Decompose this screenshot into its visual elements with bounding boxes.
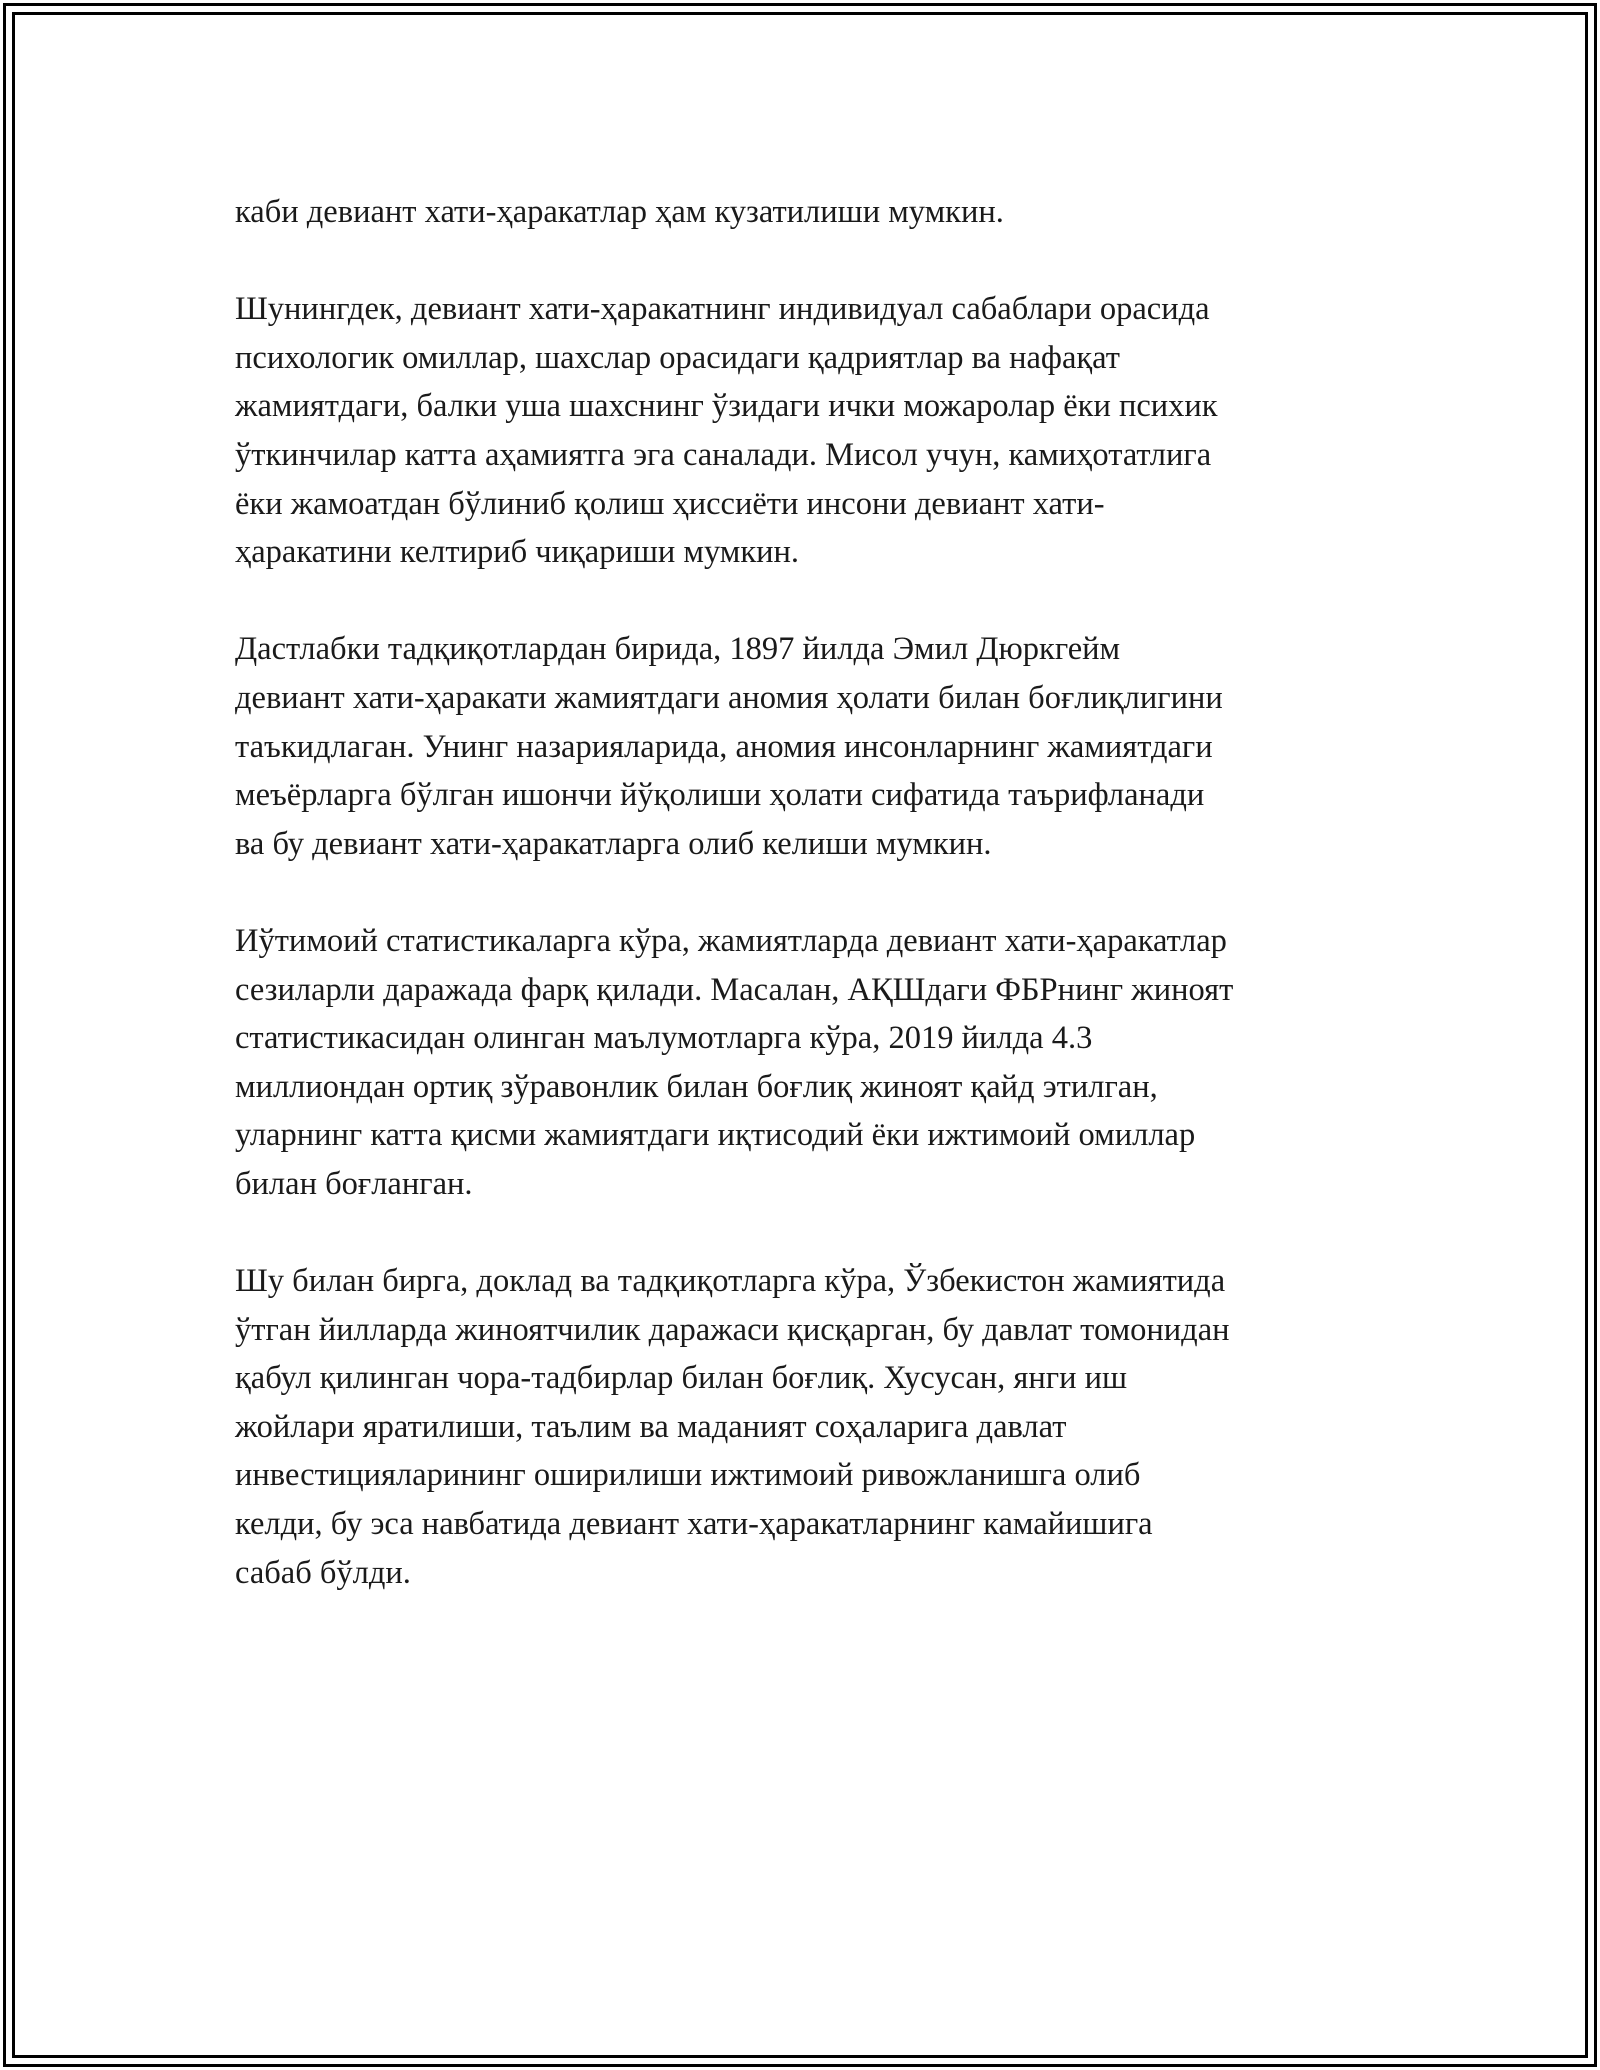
text-line: статистикасидан олинган маълумотларга кўра, 2019 йилда 4.3: [235, 1020, 1093, 1057]
text-line: психологик омиллар, шахслар орасидаги қадриятлар ва нафақат: [235, 339, 1120, 376]
paragraph: [235, 625, 1385, 868]
text-line: таъкидлаган. Унинг назарияларида, аномия инсонларнинг жамиятдаги: [235, 728, 1213, 765]
text-line: ўткинчилар катта аҳамиятга эга саналади. Мисол учун, камиҳотатлига: [235, 436, 1212, 473]
text-line: билан боғланган.: [235, 1165, 473, 1202]
text-line: келди, бу эса навбатида девиант хати-ҳаракатларнинг камайишига: [235, 1506, 1153, 1543]
text-line: ўтган йилларда жиноятчилик даражаси қисқарган, бу давлат томонидан: [235, 1311, 1230, 1348]
paragraph-gap: [235, 868, 1385, 917]
text-line: инвестицияларининг оширилиши ижтимоий ривожланишга олиб: [235, 1457, 1141, 1494]
text-line: уларнинг катта қисми жамиятдаги иқтисодий ёки ижтимоий омиллар: [235, 1117, 1196, 1154]
text-line: ва бу девиант хати-ҳаракатларга олиб келиши мумкин.: [235, 825, 992, 862]
text-line: ҳаракатини келтириб чиқариши мумкин.: [235, 534, 800, 571]
text-line: миллиондан ортиқ зўравонлик билан боғлиқ жиноят қайд этилган,: [235, 1068, 1158, 1105]
text-line: Шунингдек, девиант хати-ҳаракатнинг индивидуал сабаблари орасида: [235, 291, 1210, 328]
text-line: жамиятдаги, балки уша шахснинг ўзидаги ички можаролар ёки психик: [235, 388, 1218, 425]
text-line: Иўтимоий статистикаларга кўра, жамиятларда девиант хати-ҳаракатлар: [235, 922, 1227, 959]
text-line: қабул қилинган чора-тадбирлар билан боғлиқ. Хусусан, янги иш: [235, 1360, 1128, 1397]
paragraph-gap: [235, 1208, 1385, 1257]
paragraph-gap: [235, 237, 1385, 286]
text-line: сабаб бўлди.: [235, 1554, 411, 1591]
text-line: каби девиант хати-ҳаракатлар ҳам кузатилиши мумкин.: [235, 194, 1004, 230]
paragraph-gap: [235, 577, 1385, 626]
text-line: Шу билан бирга, доклад ва тадқиқотларга кўра, Ўзбекистон жамиятида: [235, 1263, 1226, 1300]
text-line: Дастлабки тадқиқотлардан бирида, 1897 йилда Эмил Дюркгейм: [235, 631, 1121, 668]
text-line: ёки жамоатдан бўлиниб қолиш ҳиссиёти инсони девиант хати-: [235, 485, 1105, 522]
paragraph: [235, 917, 1385, 1209]
document-body: [235, 188, 1385, 1597]
paragraph: [235, 285, 1385, 577]
text-line: жойлари яратилиши, таълим ва маданият соҳаларига давлат: [235, 1408, 1067, 1445]
text-line: меъёрларга бўлган ишончи йўқолиши ҳолати сифатида таърифланади: [235, 777, 1205, 814]
text-line: сезиларли даражада фарқ қилади. Масалан, АҚШдаги ФБРнинг жиноят: [235, 971, 1234, 1008]
paragraph: [235, 188, 1385, 237]
paragraph: [235, 1257, 1385, 1597]
text-line: девиант хати-ҳаракати жамиятдаги аномия ҳолати билан боғлиқлигини: [235, 679, 1223, 716]
